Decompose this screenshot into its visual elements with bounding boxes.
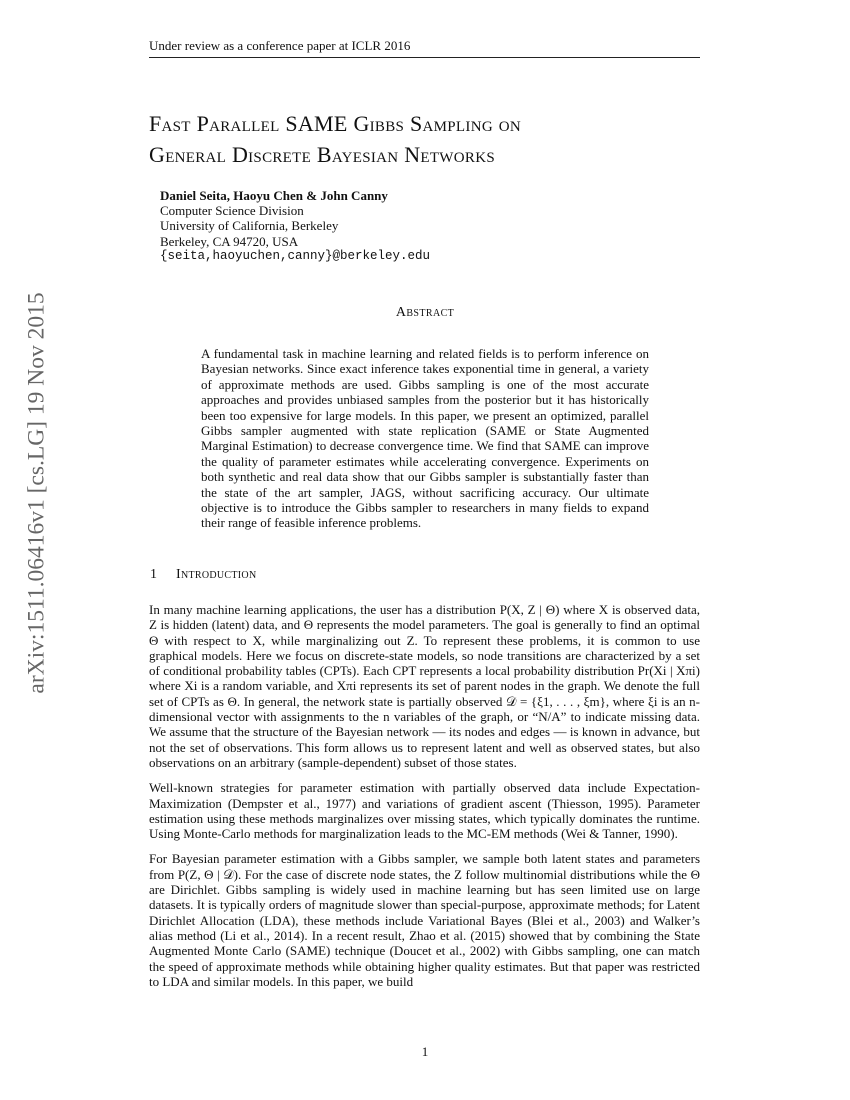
paragraph-2: Well-known strategies for parameter estimation with partially observed data include Expectation-Maximization (Dempster et al., 1977) and variations of gradient ascent (Thiesson, 1995). Parameter estimation using these methods marginalizes over missing states, which typically dominates the runtime. Using Monte-Carlo methods for marginalization leads to the MC-EM methods (Wei & Tanner, 1990). bbox=[149, 780, 700, 842]
running-header: Under review as a conference paper at ICLR 2016 bbox=[149, 38, 700, 58]
paragraph-1: In many machine learning applications, the user has a distribution P(X, Z | Θ) where X is observed data, Z is hidden (latent) data, and Θ represents the model parameters. The goal is generally to find an optimal Θ with respect to X, while marginalizing out Z. To represent these problems, it is common to use graphical models. Here we focus on discrete-state models, so node transitions are characterized by a set of conditional probability tables (CPTs). Each CPT represents a local probability distribution Pr(Xi | Xπi) where Xi is a random variable, and Xπi represents its set of parent nodes in the graph. We denote the full set of CPTs as Θ. In general, the network state is partially observed 𝒟 = {ξ1, . . . , ξm}, where ξi is an n-dimensional vector with assignments to the n variables of the graph, or “N/A” to indicate missing data. We assume that the structure of the Bayesian network — its nodes and edges — is known in advance, but not the set of observations. This form allows us to represent latent and well as observed states, but also observations on an arbitrary (sample-dependent) subset of those states. bbox=[149, 602, 700, 770]
arxiv-identifier-text: arXiv:1511.06416v1 [cs.LG] 19 Nov 2015 bbox=[23, 291, 50, 694]
section-title: Introduction bbox=[176, 567, 257, 582]
author-block bbox=[160, 188, 660, 264]
author-names: Daniel Seita, Haoyu Chen & John Canny bbox=[160, 188, 388, 203]
abstract-heading: Abstract bbox=[395, 305, 455, 320]
affiliation-university: University of California, Berkeley bbox=[160, 218, 339, 234]
affiliation-division: Computer Science Division bbox=[160, 203, 304, 219]
title-line-1: Fast Parallel SAME Gibbs Sampling on bbox=[149, 111, 522, 136]
body-text bbox=[149, 602, 700, 999]
affiliation-address: Berkeley, CA 94720, USA bbox=[160, 233, 299, 249]
abstract-text: A fundamental task in machine learning and related fields is to perform inference on Bayesian networks. Since exact inference takes exponential time in general, a variety of approximate methods are used. Gibbs sampling is one of the most accurate approaches and provides unbiased samples from the posterior but it has historically been too expensive for large models. In this paper, we present an optimized, parallel Gibbs sampler augmented with state replication (SAME or State Augmented Marginal Estimation) to decrease convergence time. We find that SAME can improve the quality of parameter estimates while accelerating convergence. Experiments on both synthetic and real data show that our Gibbs sampler is substantially faster than the state of the art sampler, JAGS, without sacrificing accuracy. Our ultimate objective is to introduce the Gibbs sampler to researchers in many fields to expand their range of feasible inference problems. bbox=[201, 346, 649, 531]
section-number: 1 bbox=[150, 567, 158, 582]
page-number: 1 bbox=[421, 1044, 429, 1059]
arxiv-identifier bbox=[22, 290, 52, 695]
section-heading bbox=[150, 567, 256, 583]
author-email: {seita,haoyuchen,canny}@berkeley.edu bbox=[160, 248, 431, 263]
paragraph-3: For Bayesian parameter estimation with a Gibbs sampler, we sample both latent states and parameters from P(Z, Θ | 𝒟). For the case of discrete node states, the Z follow multinomial distributions while the Θ are Dirichlet. Gibbs sampling is widely used in machine learning but has seen limited use on large datasets. It is typically orders of magnitude slower than special-purpose, approximate methods; for Latent Dirichlet Allocation (LDA), these methods include Variational Bayes (Blei et al., 2003) and Walker’s alias method (Li et al., 2014). In a recent result, Zhao et al. (2015) showed that by combining the State Augmented Monte Carlo (SAME) technique (Doucet et al., 2002) with Gibbs sampling, one can match the speed of approximate methods while obtaining higher quality estimates. But that paper was restricted to LDA and similar models. In this paper, we build bbox=[149, 851, 700, 989]
paper-title bbox=[149, 108, 709, 170]
title-line-2: General Discrete Bayesian Networks bbox=[149, 142, 495, 167]
